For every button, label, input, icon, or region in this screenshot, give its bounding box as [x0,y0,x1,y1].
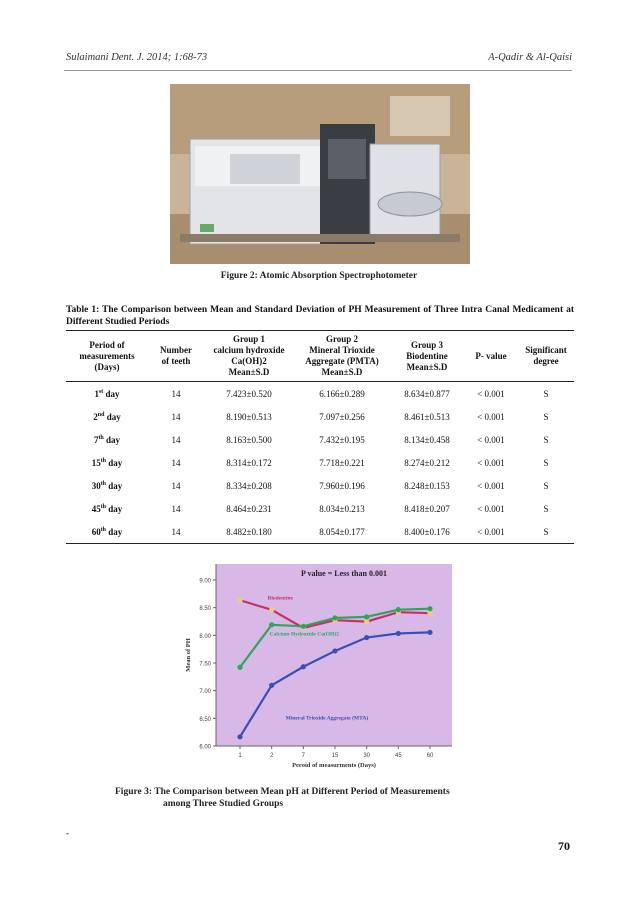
y-tick-label: 6.50 [199,716,211,723]
header-group1: Group 1 calcium hydroxide Ca(OH)2 Mean±S.D [204,331,294,382]
y-tick-label: 8.50 [199,606,211,613]
cell-g1: 8.464±0.231 [226,503,272,514]
series-point-2 [269,683,274,688]
cell-n: 14 [171,503,181,514]
cell-g3: 8.248±0.153 [404,480,450,491]
series-point-1 [237,665,242,670]
cell-g1: 8.334±0.208 [226,480,272,491]
cell-period: 30th day [91,480,123,491]
cell-g2: 6.166±0.289 [319,388,365,399]
series-point-1 [396,607,401,612]
header-rule [64,70,572,71]
cell-s: S [518,520,574,544]
x-axis-label: Peroid of measurments (Days) [292,762,376,769]
cell-g3: 8.461±0.513 [404,411,450,422]
y-axis-label: Mean of PH [185,638,192,672]
x-tick-label: 45 [394,753,402,759]
x-tick-label: 1 [238,753,242,759]
cell-g3: 8.274±0.212 [404,457,450,468]
cell-n: 14 [171,457,181,468]
header-group2: Group 2 Mineral Trioxide Aggregate (PMTA) Mean±S.D [294,331,390,382]
series-point-1 [332,615,337,620]
y-tick-label: 9.00 [199,578,211,585]
cell-s: S [543,411,549,422]
footer-mark: - [66,828,69,838]
figure-3-caption-line1: Figure 3: The Comparison between Mean pH at Different Period of Measurements [115,787,450,797]
series-point-0 [269,607,274,612]
table-row [66,382,574,406]
cell-p: < 0.001 [477,411,505,422]
x-tick-label: 7 [301,753,306,759]
table-row [66,497,574,520]
header-period: Period of measurements (Days) [66,331,148,382]
cell-period: 2nd day [93,411,121,422]
series-point-1 [364,614,369,619]
y-tick-label: 6.00 [199,744,211,751]
journal-citation: Sulaimani Dent. J. 2014; 1:68-73 [66,52,208,63]
cell-s: S [543,480,549,491]
cell-g1: 7.423±0.520 [226,388,272,399]
cell-p: < 0.001 [477,503,505,514]
series-point-0 [427,611,432,616]
cell-n: 14 [171,388,181,399]
header-significant: Significant degree [518,331,574,382]
cell-p: < 0.001 [477,388,505,399]
authors-header: A-Qadir & Al-Qaisi [488,52,572,63]
cell-p: < 0.001 [477,457,505,468]
cell-g3: 8.400±0.176 [390,520,464,544]
cell-period: 1st day [94,388,120,399]
series-point-2 [364,635,369,640]
series-label-0: Biodentine [267,595,294,602]
cell-g2: 7.432±0.195 [319,434,365,445]
table-row [66,451,574,474]
ph-line-chart [176,556,462,781]
series-point-1 [269,622,274,627]
table-row [66,474,574,497]
cell-s: S [543,457,549,468]
page-number: 70 [558,839,570,853]
cell-p: < 0.001 [477,480,505,491]
series-label-1: Calcium Hydroxide Ca(OH)2 [269,631,339,638]
cell-g2: 8.054±0.177 [294,520,390,544]
cell-n: 14 [171,434,181,445]
cell-period: 7th day [93,434,121,445]
cell-g3: 8.418±0.207 [404,503,450,514]
series-label-2: Mineral Trioxide Aggregate (MTA) [285,715,369,722]
y-tick-label: 7.50 [199,661,211,668]
ph-comparison-table [66,330,574,544]
figure-3-caption [115,786,535,810]
spectrophotometer-photo [170,84,470,264]
cell-period: 60th day [66,520,148,544]
table-1-caption: Table 1: The Comparison between Mean and Standard Deviation of PH Measurement of Three Intra Canal Medicament at Different Studied Periods [66,305,574,327]
x-tick-label: 30 [363,753,371,759]
cell-s: S [543,388,549,399]
table-row [66,520,574,544]
table-header-row [66,331,574,382]
series-point-2 [396,631,401,636]
series-point-0 [364,619,369,624]
figure-3-caption-line2: among Three Studied Groups [163,799,284,809]
cell-g3: 8.134±0.458 [404,434,450,445]
cell-period: 15th day [91,457,123,468]
series-point-2 [427,630,432,635]
series-point-1 [301,624,306,629]
series-point-2 [301,664,306,669]
cell-p: < 0.001 [477,434,505,445]
x-tick-label: 15 [331,753,339,759]
cell-g2: 7.097±0.256 [319,411,365,422]
cell-n: 14 [171,480,181,491]
chart-title: P value = Less than 0.001 [301,569,387,578]
cell-p: < 0.001 [464,520,518,544]
series-point-2 [237,734,242,739]
series-point-1 [427,606,432,611]
table-row [66,428,574,451]
x-tick-label: 2 [269,753,274,759]
figure-2-caption: Figure 2: Atomic Absorption Spectrophotometer [220,271,418,281]
header-pvalue: P- value [464,331,518,382]
cell-s: S [543,434,549,445]
cell-g1: 8.482±0.180 [204,520,294,544]
x-tick-label: 60 [426,753,434,759]
y-tick-label: 8.00 [199,633,211,640]
cell-period: 45th day [91,503,123,514]
cell-g3: 8.634±0.877 [404,388,450,399]
header-number: Number of teeth [148,331,204,382]
cell-g2: 8.034±0.213 [319,503,365,514]
cell-g2: 7.718±0.221 [319,457,365,468]
header-group3: Group 3 Biodentine Mean±S.D [390,331,464,382]
y-tick-label: 7.00 [199,689,211,696]
table-row [66,405,574,428]
cell-g1: 8.163±0.500 [226,434,272,445]
cell-g1: 8.190±0.513 [226,411,272,422]
series-point-2 [332,648,337,653]
cell-s: S [543,503,549,514]
cell-n: 14 [171,411,181,422]
cell-g2: 7.960±0.196 [319,480,365,491]
cell-g1: 8.314±0.172 [226,457,272,468]
cell-n: 14 [148,520,204,544]
series-point-0 [237,598,242,603]
